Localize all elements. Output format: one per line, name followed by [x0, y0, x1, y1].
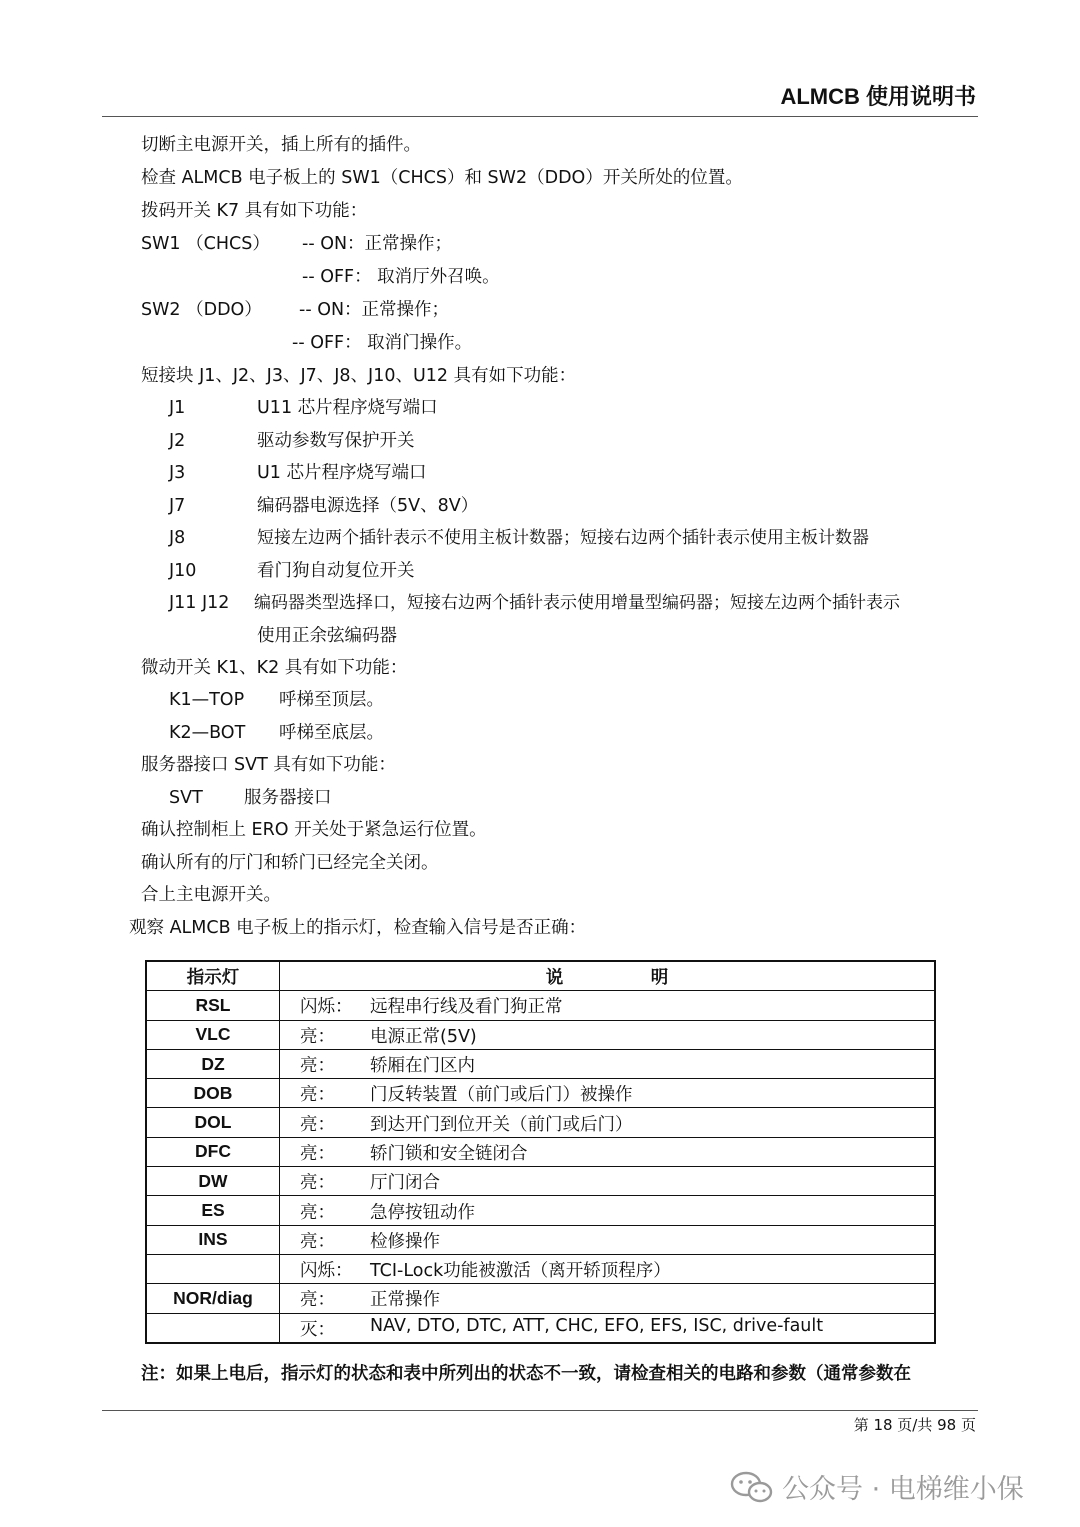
led-desc: 电源正常(5V) [370, 1026, 477, 1047]
document-title: ALMCB 使用说明书 [780, 84, 976, 109]
table-row [146, 1020, 935, 1049]
indicator-table [145, 960, 936, 1344]
page-number: 第 18 页/共 98 页 [853, 1416, 976, 1434]
paragraph: 服务器接口 SVT 具有如下功能： [141, 755, 396, 775]
column-header: 指示灯 [146, 961, 280, 991]
table-row [146, 1254, 935, 1283]
paragraph: 确认所有的厅门和轿门已经完全关闭。 [141, 853, 439, 873]
led-name: NOR/diag [146, 1284, 280, 1313]
led-desc: 到达开门到位开关（前门或后门） [370, 1114, 633, 1135]
table-row [146, 1196, 935, 1225]
jumper-id: J11 J12 [169, 593, 230, 613]
table-row [146, 1167, 935, 1196]
led-state: 亮： [300, 1056, 335, 1077]
led-desc: 轿厢在门区内 [370, 1056, 475, 1077]
paragraph: 检查 ALMCB 电子板上的 SW1（CHCS）和 SW2（DDO）开关所处的位置。 [141, 168, 743, 188]
led-name: INS [146, 1225, 280, 1254]
paragraph: 微动开关 K1、K2 具有如下功能： [141, 658, 408, 678]
led-desc: 厅门闭合 [370, 1173, 440, 1194]
led-name: DW [146, 1167, 280, 1196]
table-row [146, 1108, 935, 1137]
watermark [730, 1467, 1024, 1506]
jumper-desc: 短接左边两个插针表示不使用主板计数器；短接右边两个插针表示使用主板计数器 [257, 528, 869, 548]
column-header: 说 明 [280, 961, 936, 991]
led-desc: 急停按钮动作 [370, 1202, 475, 1223]
led-name: ES [146, 1196, 280, 1225]
footer-rule [102, 1410, 978, 1411]
table-row [146, 1137, 935, 1166]
led-state: 亮： [300, 1085, 335, 1106]
table-row [146, 1049, 935, 1078]
jumper-id: J1 [169, 398, 186, 418]
led-name: VLC [146, 1020, 280, 1049]
led-desc: 门反转装置（前门或后门）被操作 [370, 1085, 633, 1106]
led-name [146, 1313, 280, 1343]
table-row [146, 1225, 935, 1254]
switch-name: SW2 （DDO） [141, 300, 262, 320]
switch-on-desc: -- ON：正常操作； [299, 300, 450, 320]
led-name: DZ [146, 1049, 280, 1078]
led-state: 亮： [300, 1114, 335, 1135]
switch-on-desc: -- ON：正常操作； [302, 234, 453, 254]
led-name: DFC [146, 1137, 280, 1166]
jumper-id: J10 [169, 561, 197, 581]
paragraph: 合上主电源开关。 [141, 885, 281, 905]
switch-off-desc: -- OFF： 取消门操作。 [292, 333, 473, 353]
watermark-text: 公众号 · 电梯维小保 [782, 1474, 1024, 1505]
led-desc: NAV, DTO, DTC, ATT, CHC, EFO, EFS, ISC, drive-fault [370, 1315, 824, 1336]
jumper-desc-continued: 使用正余弦编码器 [257, 626, 397, 646]
table-row [146, 991, 935, 1020]
switch-name: SW1 （CHCS） [141, 234, 270, 254]
led-desc: 检修操作 [370, 1231, 440, 1252]
jumper-desc: 编码器电源选择（5V、8V） [257, 496, 479, 516]
led-desc: TCI-Lock功能被激活（离开轿顶程序） [370, 1261, 671, 1282]
led-desc: 轿门锁和安全链闭合 [370, 1143, 528, 1164]
led-state: 亮： [300, 1173, 335, 1194]
led-desc: 正常操作 [370, 1290, 440, 1311]
led-state: 亮： [300, 1231, 335, 1252]
led-name: DOB [146, 1079, 280, 1108]
header-rule [102, 116, 978, 117]
led-state: 亮： [300, 1143, 335, 1164]
wechat-icon [730, 1470, 774, 1504]
jumper-id: J7 [169, 496, 186, 516]
interface-desc: 服务器接口 [244, 788, 332, 808]
jumper-id: J8 [169, 528, 186, 548]
microswitch-desc: 呼梯至底层。 [279, 723, 384, 743]
microswitch-id: K1—TOP [169, 690, 245, 710]
paragraph: 确认控制柜上 ERO 开关处于紧急运行位置。 [141, 820, 487, 840]
led-state: 闪烁： [300, 997, 353, 1018]
paragraph: 拨码开关 K7 具有如下功能： [141, 201, 368, 221]
table-row [146, 1284, 935, 1313]
led-state: 闪烁： [300, 1261, 353, 1282]
paragraph: 观察 ALMCB 电子板上的指示灯，检查输入信号是否正确： [129, 918, 587, 938]
paragraph: 切断主电源开关，插上所有的插件。 [141, 135, 421, 155]
paragraph: 短接块 J1、J2、J3、J7、J8、J10、U12 具有如下功能： [141, 366, 577, 386]
note-text: 注：如果上电后，指示灯的状态和表中所列出的状态不一致，请检查相关的电路和参数（通常参数在 [141, 1364, 911, 1384]
table-row [146, 1079, 935, 1108]
led-name [146, 1254, 280, 1283]
led-name: DOL [146, 1108, 280, 1137]
led-state: 亮： [300, 1026, 335, 1047]
microswitch-desc: 呼梯至顶层。 [279, 690, 384, 710]
interface-id: SVT [169, 788, 203, 808]
jumper-desc: 驱动参数写保护开关 [257, 431, 415, 451]
microswitch-id: K2—BOT [169, 723, 246, 743]
led-name: RSL [146, 991, 280, 1020]
switch-off-desc: -- OFF： 取消厅外召唤。 [302, 267, 500, 287]
led-state: 亮： [300, 1290, 335, 1311]
jumper-desc: 看门狗自动复位开关 [257, 561, 415, 581]
jumper-desc: 编码器类型选择口，短接右边两个插针表示使用增量型编码器；短接左边两个插针表示 [254, 593, 900, 613]
jumper-desc: U1 芯片程序烧写端口 [257, 463, 427, 483]
jumper-id: J3 [169, 463, 186, 483]
table-row [146, 1313, 935, 1343]
table-header-row [146, 961, 935, 991]
led-state: 亮： [300, 1202, 335, 1223]
jumper-desc: U11 芯片程序烧写端口 [257, 398, 438, 418]
led-state: 灭： [300, 1319, 335, 1340]
led-desc: 远程串行线及看门狗正常 [370, 997, 563, 1018]
jumper-id: J2 [169, 431, 186, 451]
